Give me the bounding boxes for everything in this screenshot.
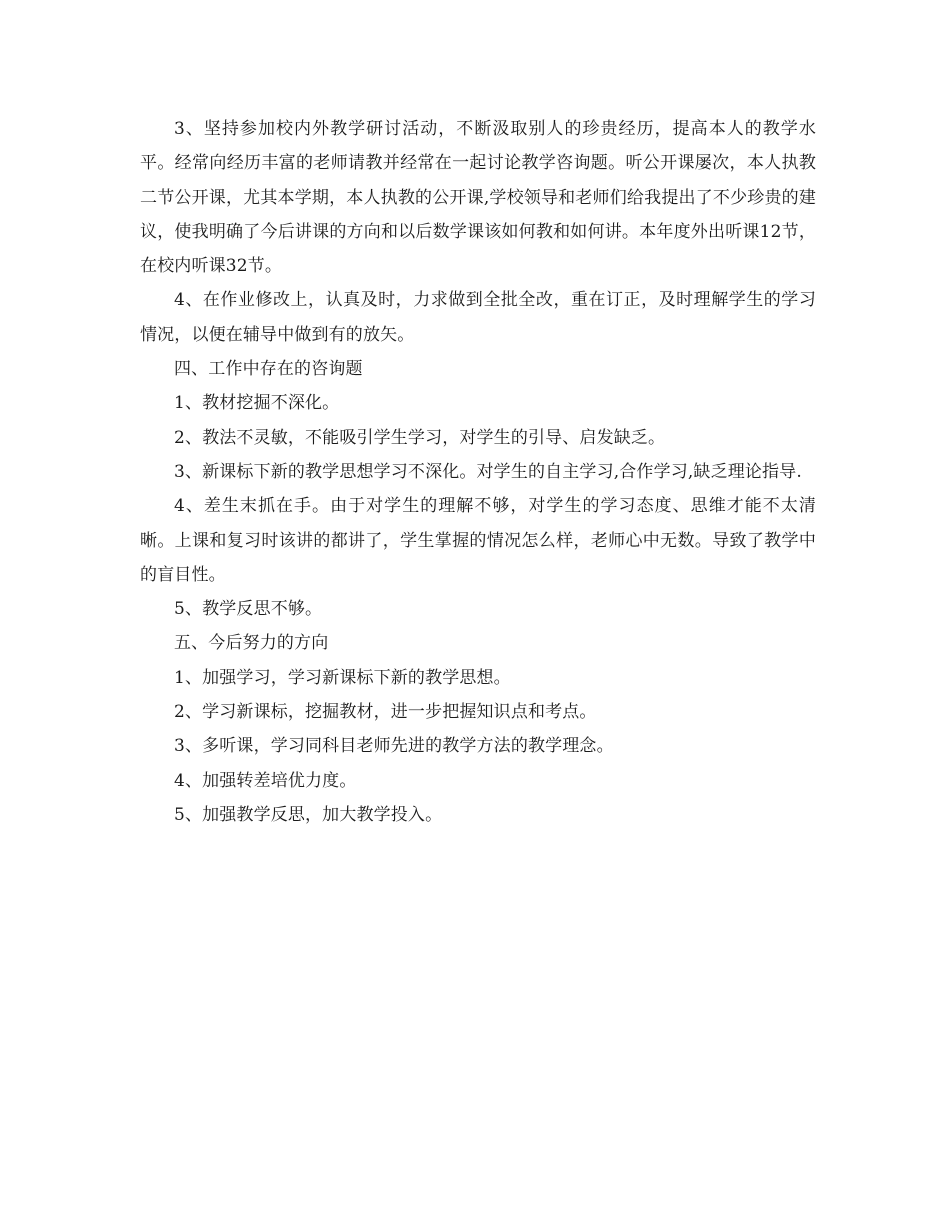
list-item-direction-4: 4、加强转差培优力度。 [174, 770, 357, 791]
list-item-problem-4: 4、差生末抓在手。由于对学生的理解不够，对学生的学习态度、思维才能不太清晰。上课和复习时该讲的都讲了，学生掌握的情况怎么样，老师心中无数。导致了教学中的盲目性。 [140, 496, 816, 585]
section-heading-problems: 四、工作中存在的咨询题 [174, 359, 363, 380]
paragraph-homework-correction: 4、在作业修改上，认真及时，力求做到全批全改，重在订正，及时理解学生的学习情况，以便在辅导中做到有的放矢。 [140, 290, 816, 345]
list-item-direction-2: 2、学习新课标，挖掘教材，进一步把握知识点和考点。 [174, 702, 597, 723]
paragraph-teaching-research: 3、坚持参加校内外教学研讨活动，不断汲取别人的珍贵经历，提高本人的教学水平。经常向经历丰富的老师请教并经常在一起讨论教学咨询题。听公开课屡次，本人执教二节公开课，尤其本学期，本人执教的公开课,学校领导和老师们给我提出了不少珍贵的建议，使我明确了今后讲课的方向和以后数学课该如何教和如何讲。本年度外出听课12节，在校内听课32节。 [140, 119, 816, 277]
list-item-problem-1: 1、教材挖掘不深化。 [174, 393, 340, 414]
section-heading-future-direction: 五、今后努力的方向 [174, 633, 329, 654]
list-item-problem-5: 5、教学反思不够。 [174, 599, 323, 620]
list-item-direction-1: 1、加强学习，学习新课标下新的教学思想。 [174, 667, 511, 688]
document-body [140, 112, 816, 832]
list-item-direction-5: 5、加强教学反思，加大教学投入。 [174, 804, 443, 825]
list-item-problem-3: 3、新课标下新的教学思想学习不深化。对学生的自主学习,合作学习,缺乏理论指导. [174, 461, 802, 482]
list-item-direction-3: 3、多听课，学习同科目老师先进的教学方法的教学理念。 [174, 736, 614, 757]
list-item-problem-2: 2、教法不灵敏，不能吸引学生学习，对学生的引导、启发缺乏。 [174, 427, 666, 448]
